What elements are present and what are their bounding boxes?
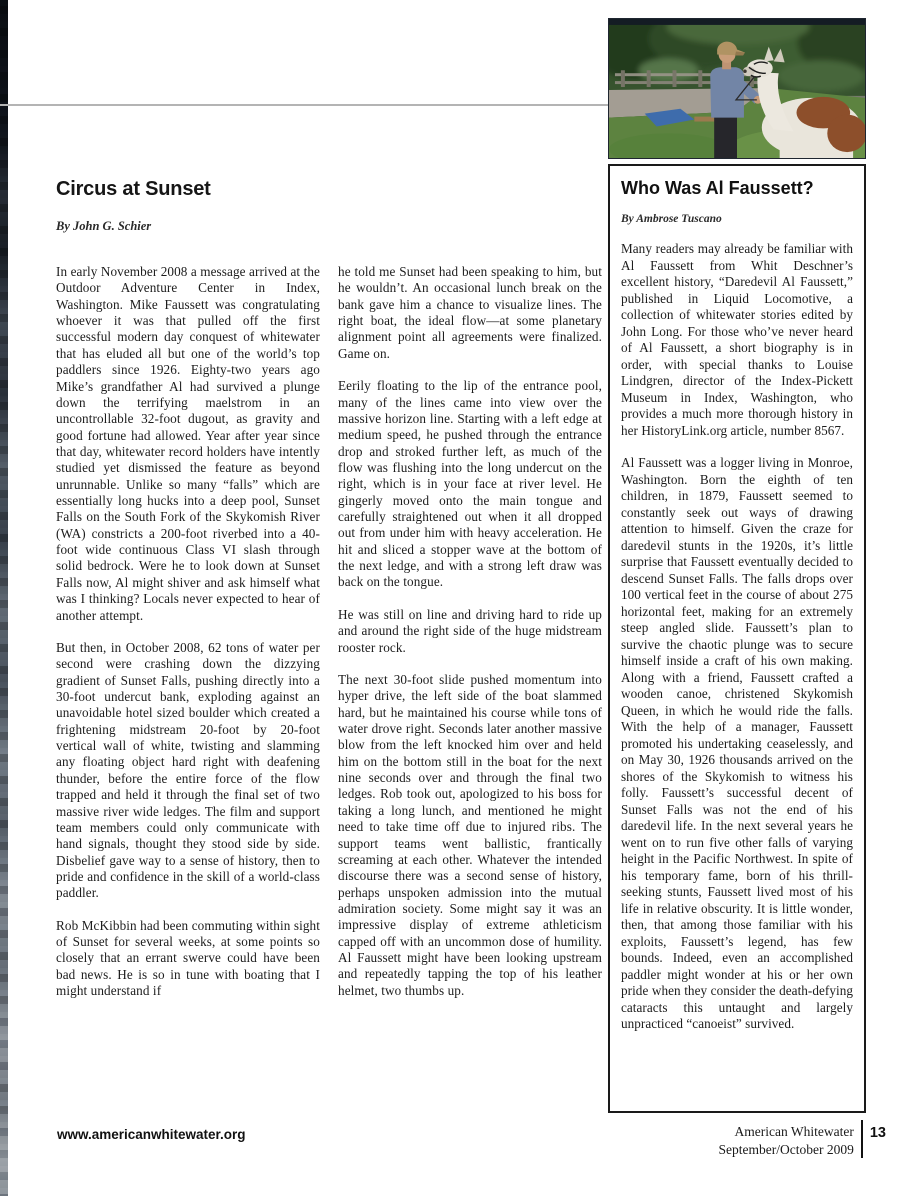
header-divider-line	[0, 104, 608, 106]
paragraph: Rob McKibbin had been commuting within sight of Sunset for several weeks, at some points so closely that an errant swerve could have been bad news. He is so in tune with boating that I might understand if	[56, 917, 320, 999]
paragraph: He was still on line and driving hard to ride up and around the right side of the huge midstream rooster rock.	[338, 606, 602, 655]
page-number: 13	[869, 1125, 886, 1141]
paragraph: The next 30-foot slide pushed momentum into hyper drive, the left side of the boat slammed hard, but he maintained his course while tons of water drove right. Seconds later another massive blow from the left knocked him over and held him on the bottom still in the boat for the next nine seconds over and through the final two ledges. Rob took out, apologized to his boss for taking a long lunch, and mentioned he might need to take time off due to injured ribs. The support teams went ballistic, frantically screaming at each other. Whatever the intended discourse there was a second sense of history, perhaps unspoken admission into the mutual admiration society. Some might say it was an impressive display of extreme athleticism capped off with an uncommon dose of humility. Al Faussett might have been looking upstream and repeatedly tapping the top of his leather helmet, two thumbs up.	[338, 671, 602, 998]
article-byline: By John G. Schier	[56, 219, 152, 233]
paragraph: But then, in October 2008, 62 tons of water per second were crashing down the dizzying gradient of Sunset Falls, pushing directly into a 30-foot undercut bank, exploding against an unavoidable hotel sized boulder which created a frightening midstream 20-foot by 20-foot vertical wall of white, twisting and slamming any floating object hard right with deafening thunder, before the entire force of the flow trapped and held it through the final set of two massive river wide ledges. The film and support team members could only communicate with hand signals, thought they stood side by side. Disbelief gave way to a sense of history, then to pride and confidence in the skill of a world-class paddler.	[56, 639, 320, 901]
paragraph: In early November 2008 a message arrived at the Outdoor Adventure Center in Index, Washington. Mike Faussett was congratulating whoever it was that pulled off the first successful modern day conquest of whitewater that has eluded all but one of the world’s top paddlers since 1926. Eighty-two years ago Mike’s grandfather Al had survived a plunge down the terrifying maelstrom in an uncontrollable 32-foot dugout, as gravity and good fortune had allowed. Year after year since that day, whitewater record holders have intently studied yet dismissed the feature as beyond unrunnable. Unlike so many “falls” which are essentially long hucks into a deep pool, Sunset Falls on the South Fork of the Skykomish River (WA) constricts a 200-foot riverbed into a 40-foot wide continuous Class VI slash through solid bedrock. Were he to look down at Sunset Falls now, Al might shiver and ask himself what was I thinking? Locals never expected to hear of another attempt.	[56, 264, 320, 623]
website-url: www.americanwhitewater.org	[57, 1127, 246, 1142]
footer-publication-info	[719, 1120, 886, 1158]
sidebar-title: Who Was Al Faussett?	[621, 178, 814, 198]
man-with-llama-photo	[608, 18, 866, 159]
photo-illustration	[609, 19, 865, 158]
article-column-2	[338, 264, 602, 1015]
article-column-1	[56, 264, 320, 1015]
article-title: Circus at Sunset	[56, 178, 211, 200]
sidebar-article	[608, 164, 866, 1113]
page-edge-photo-strip	[0, 0, 8, 1196]
paragraph: Many readers may already be familiar with Al Faussett from Whit Deschner’s excellent history, “Daredevil Al Faussett,” published in Liquid Locomotive, a collection of whitewater stories edited by John Long. For those who’ve never heard of Al Faussett, a short biography is in order, with special thanks to Louise Lindgren, director of the Index-Pickett Museum in Index, Washington, who provides a much more thorough history in her HistoryLink.org article, number 8567.	[621, 241, 853, 438]
paragraph: Eerily floating to the lip of the entrance pool, many of the lines came into view over the massive horizon line. Starting with a left edge at medium speed, he pushed through the entrance drop and stroked further left, as much of the flow was flushing into the long undercut on the right, which is in your face at river level. He gingerly moved onto the main tongue and carefully straightened out when it all dropped out from under him with heavy acceleration. He hit and sliced a stopper wave at the bottom of the next ledge, and with a strong left draw was back on the tongue.	[338, 378, 602, 590]
sidebar-byline: By Ambrose Tuscano	[621, 213, 722, 225]
paragraph: he told me Sunset had been speaking to him, but he wouldn’t. An occasional lunch break on the bank gave him a chance to visualize lines. The right boat, the ideal flow—at some planetary alignment point all agreements were finalized. Game on.	[338, 264, 602, 361]
paragraph: Al Faussett was a logger living in Monroe, Washington. Born the eighth of ten children, in 1879, Faussett seemed to constantly seek out ways of drawing attention to himself. Given the craze for daredevil stunts in the 1920s, it’s little surprise that Faussett eventually decided to descend Sunset Falls. The falls drops over 100 vertical feet in the course of about 275 horizontal feet, making for an extremely steep angled slide. Faussett’s plan to survive the chaotic plunge was to secure himself inside a craft of his own making. Along with a friend, Faussett crafted a wooden canoe, christened Skykomish Queen, in which he would ride the falls. With the help of a manager, Faussett promoted his undertaking ceaselessly, and on May 30, 1926 thousands arrived on the shores of the Skykomish to witness his folly. Faussett’s successful decent of Sunset Falls was not the end of his daredevil life. In the next several years he went on to run five other falls of varying height in the Pacific Northwest. In spite of his temporary fame, born of his thrill-seeking stunts, Faussett lived most of his life in relative obscurity. It is little wonder, then, that among those familiar with his exploits, Faussett’s legend, has few bounds. Indeed, even an accomplished paddler might wonder at his or her own pride when they consider the death-defying cataracts this untaught and largely unpracticed “canoeist” survived.	[621, 455, 853, 1031]
issue-date: September/October 2009	[718, 1141, 854, 1157]
publication-name: American Whitewater	[734, 1124, 854, 1139]
sidebar-body	[621, 241, 853, 1033]
